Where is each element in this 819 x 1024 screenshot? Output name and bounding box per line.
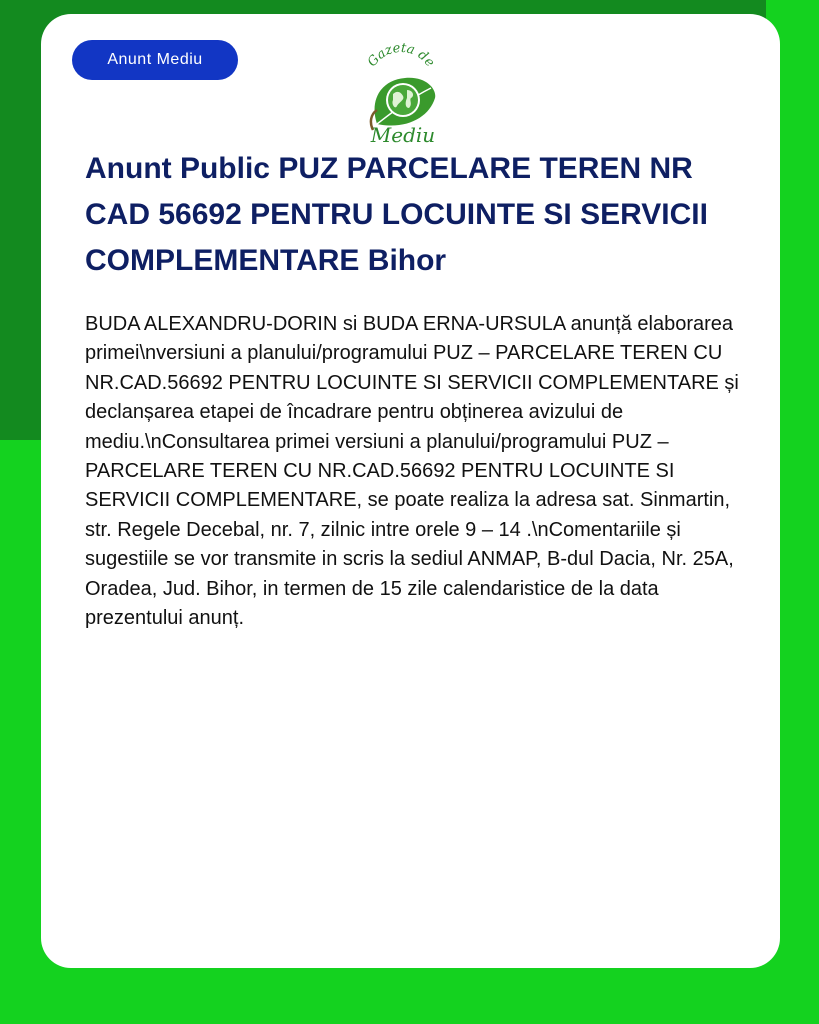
logo-text-top: Gazeta de <box>364 40 438 70</box>
article-body: BUDA ALEXANDRU-DORIN si BUDA ERNA-URSULA anunță elaborarea primei\nversiuni a planului/programului PUZ – PARCELARE TEREN CU NR.CAD.56692 PENTRU LOCUINTE SI SERVICII COMPLEMENTARE și declanșarea etapei de încadrare pentru obținerea avizului de mediu.\nConsultarea primei versiuni a planului/programului PUZ – PARCELARE TEREN CU NR.CAD.56692 PENTRU LOCUINTE SI SERVICII COMPLEMENTARE, se poate realiza la adresa sat. Sinmartin, str. Regele Decebal, nr. 7, zilnic intre orele 9 – 14 .\nComentariile și sugestiile se vor transmite in scris la sediul ANMAP, B-dul Dacia, Nr. 25A, Oradea, Jud. Bihor, in termen de 15 zile calendaristice de la data prezentului anunț. <box>85 313 739 630</box>
category-badge[interactable]: Anunt Mediu <box>72 40 238 80</box>
announcement-card <box>41 14 780 968</box>
logo-text-bottom: Mediu <box>370 123 436 147</box>
logo-emblem <box>355 38 447 148</box>
article-title: Anunt Public PUZ PARCELARE TEREN NR CAD 56692 PENTRU LOCUINTE SI SERVICII COMPLEMENTARE Bihor <box>85 152 708 277</box>
gazeta-de-mediu-logo <box>355 38 447 148</box>
